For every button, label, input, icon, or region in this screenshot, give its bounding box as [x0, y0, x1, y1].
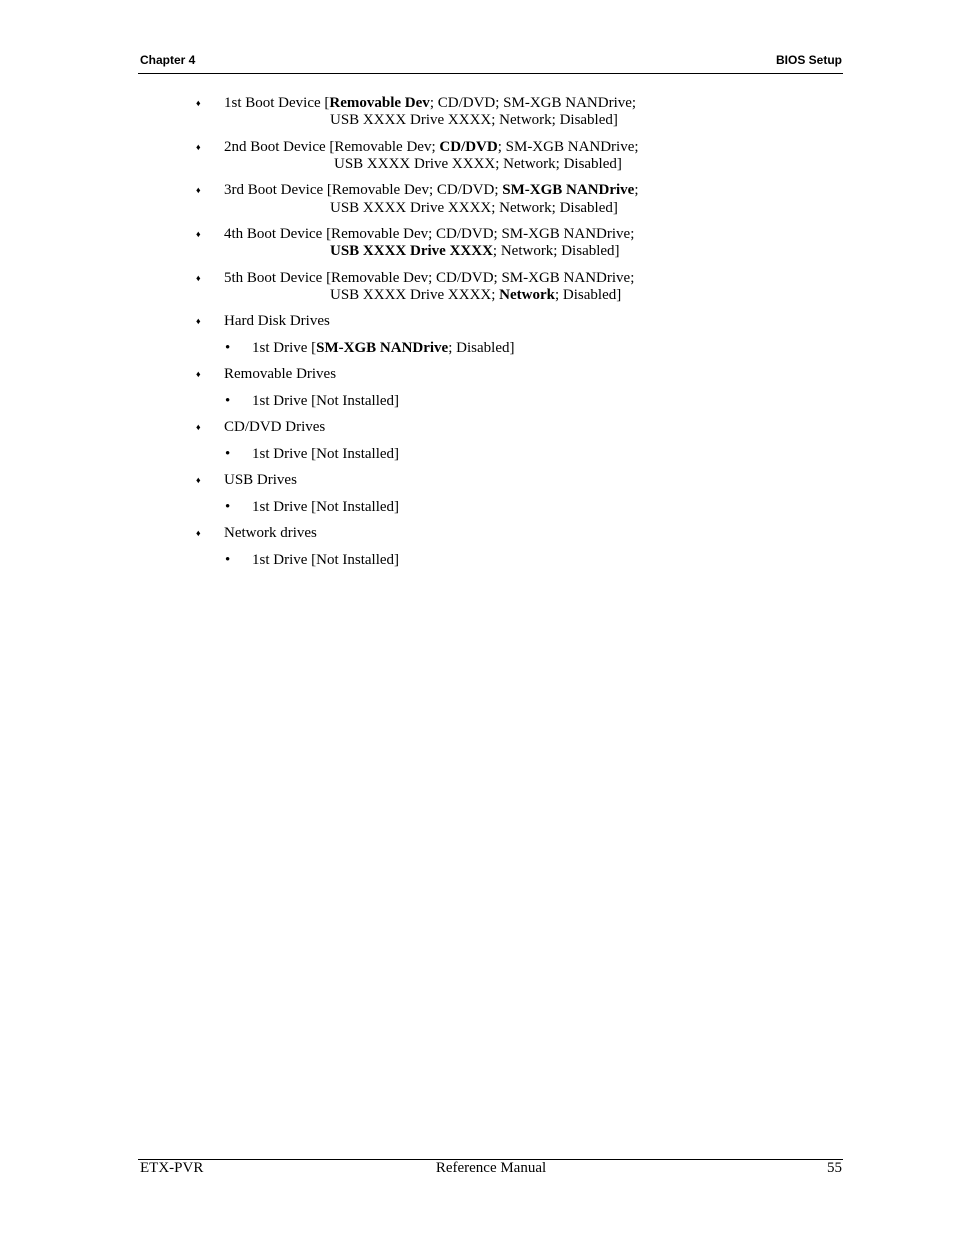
network-1st-drive: 1st Drive [Not Installed] [252, 552, 400, 568]
group-title-hard-disk: Hard Disk Drives [224, 313, 330, 329]
footer-product: ETX-PVR [140, 1160, 204, 1176]
dot-bullet-icon: • [225, 552, 231, 568]
boot-device-4-line2: USB XXXX Drive XXXX; Network; Disabled] [330, 243, 620, 259]
diamond-bullet-icon: ♦ [196, 475, 201, 485]
boot-device-3-line1: 3rd Boot Device [Removable Dev; CD/DVD; SM-XGB NANDrive; [224, 182, 639, 198]
dot-bullet-icon: • [225, 499, 231, 515]
boot-device-4-line1: 4th Boot Device [Removable Dev; CD/DVD; SM-XGB NANDrive; [224, 226, 635, 242]
diamond-bullet-icon: ♦ [196, 229, 201, 239]
diamond-bullet-icon: ♦ [196, 422, 201, 432]
header-chapter: Chapter 4 [140, 53, 196, 67]
diamond-bullet-icon: ♦ [196, 98, 201, 108]
boot-device-2-line1: 2nd Boot Device [Removable Dev; CD/DVD; SM-XGB NANDrive; [224, 139, 639, 155]
diamond-bullet-icon: ♦ [196, 273, 201, 283]
boot-device-1-line2: USB XXXX Drive XXXX; Network; Disabled] [330, 112, 618, 128]
header-rule [138, 73, 843, 74]
group-title-network: Network drives [224, 525, 317, 541]
group-title-cddvd: CD/DVD Drives [224, 419, 326, 435]
diamond-bullet-icon: ♦ [196, 369, 201, 379]
boot-device-5-line2: USB XXXX Drive XXXX; Network; Disabled] [330, 287, 622, 303]
footer-manual-title: Reference Manual [435, 1160, 547, 1176]
group-title-removable: Removable Drives [224, 366, 337, 382]
diamond-bullet-icon: ♦ [196, 142, 201, 152]
diamond-bullet-icon: ♦ [196, 185, 201, 195]
hard-disk-1st-drive: 1st Drive [SM-XGB NANDrive; Disabled] [252, 340, 515, 356]
boot-device-1-line1: 1st Boot Device [Removable Dev; CD/DVD; SM-XGB NANDrive; [224, 95, 637, 111]
boot-device-3-line2: USB XXXX Drive XXXX; Network; Disabled] [330, 200, 618, 216]
removable-1st-drive: 1st Drive [Not Installed] [252, 393, 400, 409]
boot-device-5-line1: 5th Boot Device [Removable Dev; CD/DVD; SM-XGB NANDrive; [224, 270, 635, 286]
header-section: BIOS Setup [775, 53, 842, 67]
boot-device-2-line2: USB XXXX Drive XXXX; Network; Disabled] [334, 156, 622, 172]
dot-bullet-icon: • [225, 393, 231, 409]
usb-1st-drive: 1st Drive [Not Installed] [252, 499, 400, 515]
dot-bullet-icon: • [225, 446, 231, 462]
diamond-bullet-icon: ♦ [196, 316, 201, 326]
diamond-bullet-icon: ♦ [196, 528, 201, 538]
group-title-usb: USB Drives [224, 472, 297, 488]
cddvd-1st-drive: 1st Drive [Not Installed] [252, 446, 400, 462]
dot-bullet-icon: • [225, 340, 231, 356]
footer-page-number: 55 [827, 1160, 842, 1176]
